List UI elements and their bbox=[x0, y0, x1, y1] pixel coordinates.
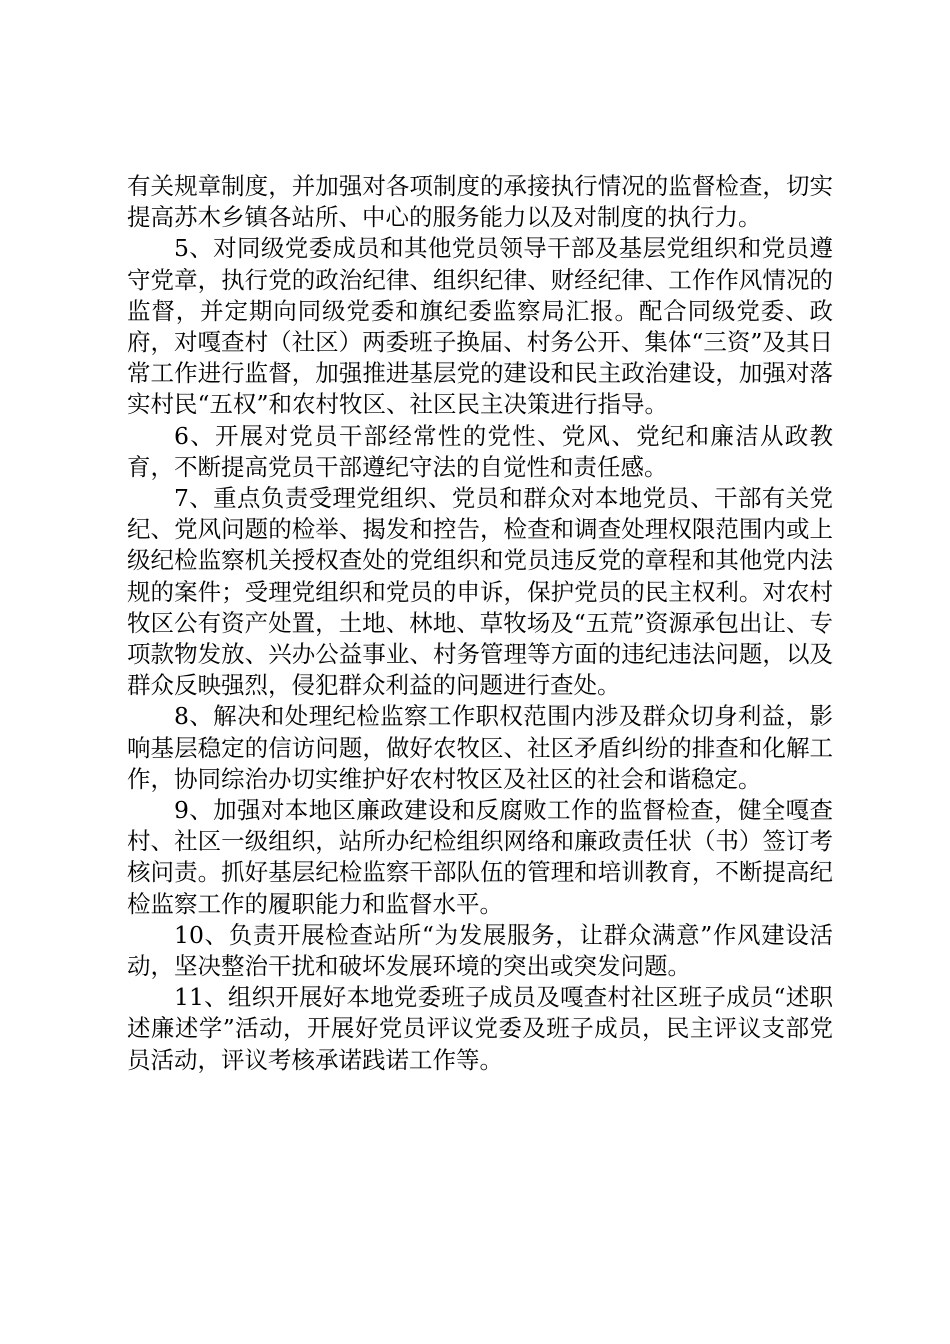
paragraph-item-7: 7、重点负责受理党组织、党员和群众对本地党员、干部有关党纪、党风问题的检举、揭发和控告，检查和调查处理权限范围内或上级纪检监察机关授权查处的党组织和党员违反党的章程和其他党内法规的案件；受理党组织和党员的申诉，保护党员的民主权利。对农村牧区公有资产处置，土地、林地、草牧场及“五荒”资源承包出让、专项款物发放、兴办公益事业、村务管理等方面的违纪违法问题，以及群众反映强烈，侵犯群众利益的问题进行查处。 bbox=[127, 484, 833, 700]
paragraph-item-6: 6、开展对党员干部经常性的党性、党风、党纪和廉洁从政教育，不断提高党员干部遵纪守法的自觉性和责任感。 bbox=[127, 421, 833, 481]
paragraph-continued: 有关规章制度，并加强对各项制度的承接执行情况的监督检查，切实提高苏木乡镇各站所、中心的服务能力以及对制度的执行力。 bbox=[127, 172, 833, 232]
paragraph-item-11: 11、组织开展好本地党委班子成员及嘎查村社区班子成员“述职述廉述学”活动，开展好党员评议党委及班子成员，民主评议支部党员活动，评议考核承诺践诺工作等。 bbox=[127, 983, 833, 1074]
paragraph-item-5: 5、对同级党委成员和其他党员领导干部及基层党组织和党员遵守党章，执行党的政治纪律、组织纪律、财经纪律、工作作风情况的监督，并定期向同级党委和旗纪委监察局汇报。配合同级党委、政府，对嘎查村（社区）两委班子换届、村务公开、集体“三资”及其日常工作进行监督，加强推进基层党的建设和民主政治建设，加强对落实村民“五权”和农村牧区、社区民主决策进行指导。 bbox=[127, 234, 833, 419]
paragraph-item-9: 9、加强对本地区廉政建设和反腐败工作的监督检查，健全嘎查村、社区一级组织，站所办纪检组织网络和廉政责任状（书）签订考核问责。抓好基层纪检监察干部队伍的管理和培训教育，不断提高纪检监察工作的履职能力和监督水平。 bbox=[127, 796, 833, 918]
paragraph-item-10: 10、负责开展检查站所“为发展服务，让群众满意”作风建设活动，坚决整治干扰和破坏发展环境的突出或突发问题。 bbox=[127, 920, 833, 981]
document-body bbox=[127, 171, 833, 1076]
paragraph-item-8: 8、解决和处理纪检监察工作职权范围内涉及群众切身利益，影响基层稳定的信访问题，做好农牧区、社区矛盾纠纷的排查和化解工作，协同综治办切实维护好农村牧区及社区的社会和谐稳定。 bbox=[127, 702, 833, 793]
